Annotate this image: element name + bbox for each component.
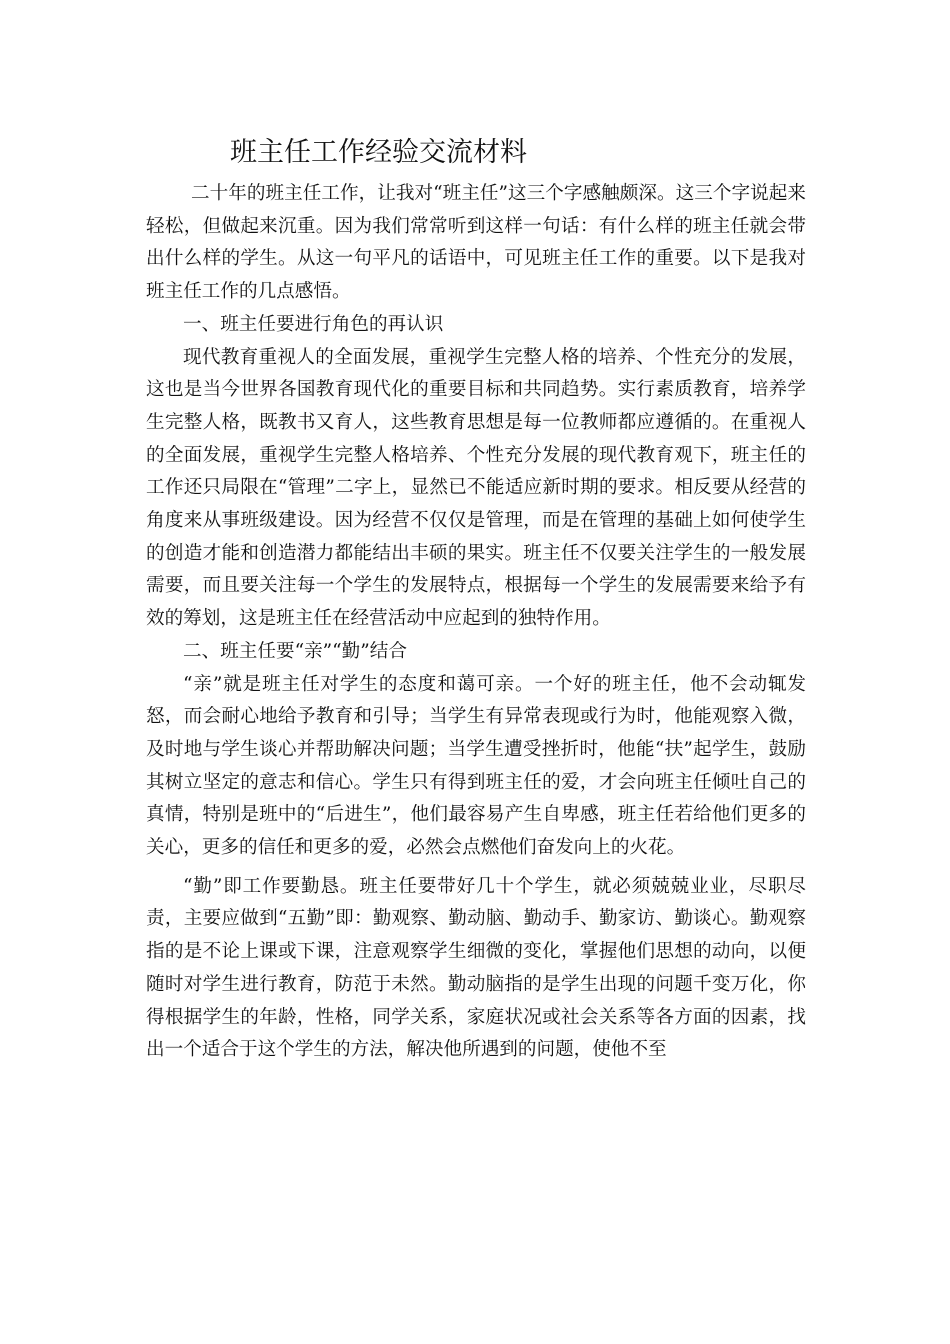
paragraph-qin: “亲”就是班主任对学生的态度和蔼可亲。一个好的班主任，他不会动辄发怒，而会耐心地给予教育和引导；当学生有异常表现或行为时，他能观察入微，及时地与学生谈心并帮助解决问题；当学生遭受挫折时，他能“扶”起学生，鼓励其树立坚定的意志和信心。学生只有得到班主任的爱，才会向班主任倾吐自己的真情，特别是班中的“后进生”，他们最容易产生自卑感，班主任若给他们更多的关心，更多的信任和更多的爱，必然会点燃他们奋发向上的火花。 (146, 673, 806, 859)
section-heading-1: 一、班主任要进行角色的再认识 (183, 313, 444, 335)
paragraph-role: 现代教育重视人的全面发展，重视学生完整人格的培养、个性充分的发展，这也是当今世界各国教育现代化的重要目标和共同趋势。实行素质教育，培养学生完整人格，既教书又育人，这些教育思想是每一位教师都应遵循的。在重视人的全面发展，重视学生完整人格培养、个性充分发展的现代教育观下，班主任的工作还只局限在“管理”二字上，显然已不能适应新时期的要求。相反要从经营的角度来从事班级建设。因为经营不仅仅是管理，而是在管理的基础上如何使学生的创造才能和创造潜力都能结出丰硕的果实。班主任不仅要关注学生的一般发展需要，而且要关注每一个学生的发展特点，根据每一个学生的发展需要来给予有效的筹划，这是班主任在经营活动中应起到的独特作用。 (146, 346, 806, 630)
section-heading-2: 二、班主任要“亲”“勤”结合 (183, 640, 407, 662)
document-body (146, 178, 806, 1067)
paragraph-intro: 二十年的班主任工作，让我对“班主任”这三个字感触颇深。这三个字说起来轻松，但做起来沉重。因为我们常常听到这样一句话：有什么样的班主任就会带出什么样的学生。从这一句平凡的话语中，可见班主任工作的重要。以下是我对班主任工作的几点感悟。 (146, 183, 806, 303)
paragraph-qin-diligence: “勤”即工作要勤恳。班主任要带好几十个学生，就必须兢兢业业，尽职尽责，主要应做到“五勤”即：勤观察、勤动脑、勤动手、勤家访、勤谈心。勤观察指的是不论上课或下课，注意观察学生细微的变化，掌握他们思想的动向，以便随时对学生进行教育，防范于未然。勤动脑指的是学生出现的问题千变万化，你得根据学生的年龄，性格，同学关系，家庭状况或社会关系等各方面的因素，找出一个适合于这个学生的方法，解决他所遇到的问题，使他不至 (146, 875, 806, 1061)
document-title: 班主任工作经验交流材料 (230, 137, 527, 168)
